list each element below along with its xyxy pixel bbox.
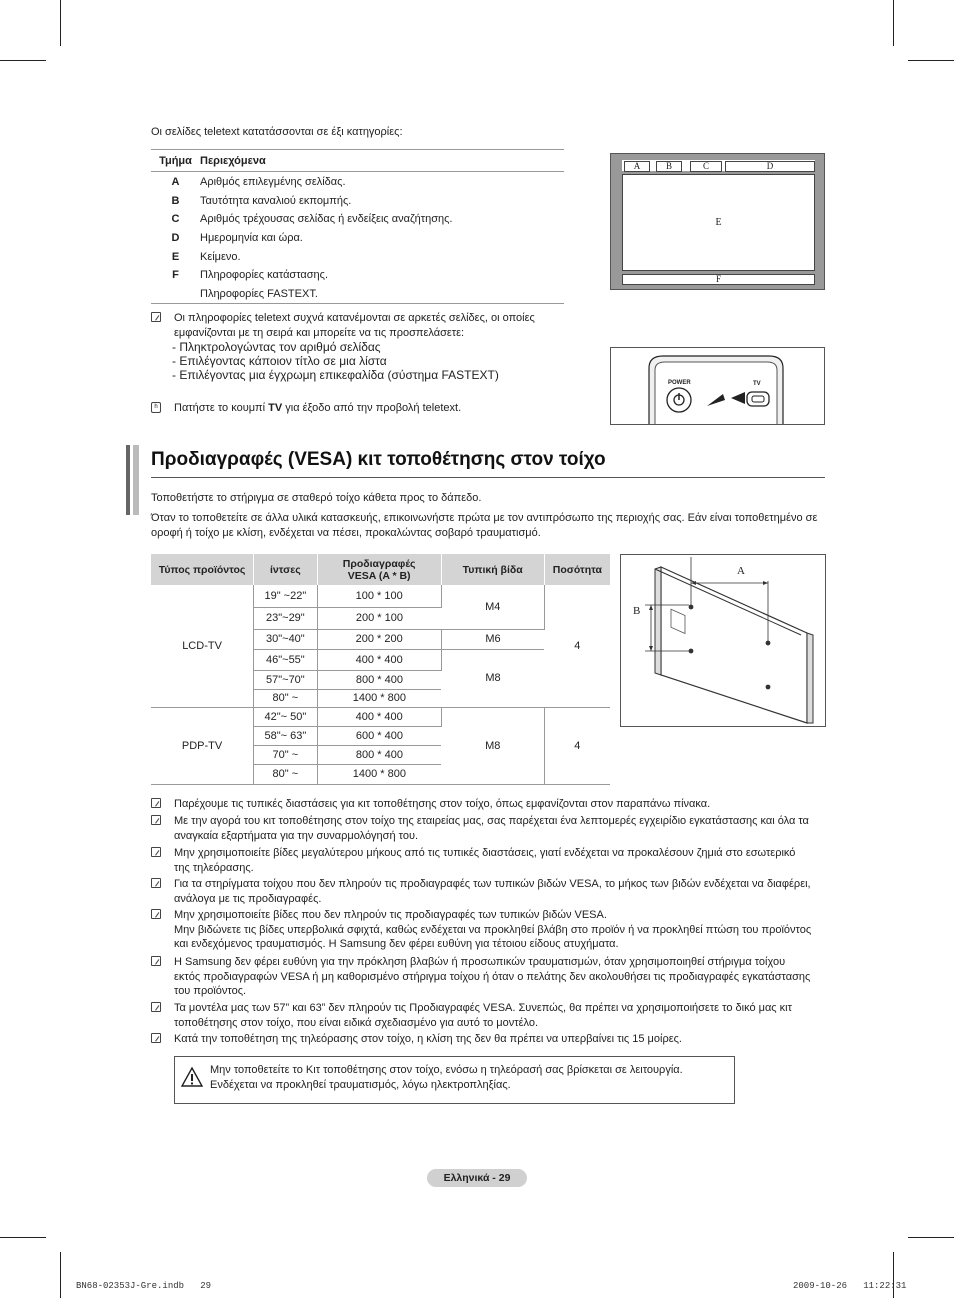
row-part: A <box>171 176 180 189</box>
vesa-spec-table <box>151 554 610 785</box>
list-item: - Επιλέγοντας μια έγχρωμη επικεφαλίδα (σύστημα FASTEXT) <box>172 368 499 382</box>
note-item <box>151 797 813 812</box>
region-c: C <box>690 161 722 172</box>
note-icon <box>151 847 161 857</box>
quantity-cell: 4 <box>544 585 610 707</box>
region-e: E <box>622 174 815 271</box>
vesa-cell: 200 * 200 <box>317 629 441 649</box>
row-content: Πληροφορίες FASTEXT. <box>200 287 318 300</box>
note-text: Πατήστε το κουμπί <box>174 402 269 414</box>
note-text: Οι πληροφορίες teletext συχνά κατανέμονται σε αρκετές σελίδες, οι οποίες εμφανίζονται με τη σειρά και μπορείτε να τις προσπελάσετε: <box>174 312 535 339</box>
note-item <box>151 814 813 843</box>
warning-icon <box>181 1067 203 1087</box>
vesa-table <box>151 554 610 785</box>
inches-cell: 19" ~22" <box>254 585 318 607</box>
note-item <box>151 955 813 999</box>
tv-key: TV <box>268 402 283 414</box>
row-part: D <box>171 232 180 245</box>
table-header <box>151 150 564 172</box>
inches-cell: 80" ~ <box>254 689 318 707</box>
vesa-cell: 400 * 400 <box>317 707 441 726</box>
footer-datetime: 2009-10-26 11:22:31 <box>793 1281 907 1291</box>
note-text: Για τα στηρίγματα τοίχου που δεν πληρούν τις προδιαγραφές των τυπικών βιδών VESA, το μήκος των βιδών ενδέχεται να διαφέρει, ανάλογα με τις προδιαγραφές. <box>174 878 811 905</box>
table-row <box>151 585 610 607</box>
vesa-cell: 1400 * 800 <box>317 689 441 707</box>
table-row <box>151 229 564 248</box>
inches-cell: 80" ~ <box>254 764 318 784</box>
row-content: Αριθμός επιλεγμένης σελίδας. <box>200 176 346 189</box>
note-teletext-pages <box>151 311 571 382</box>
intro-text: Οι σελίδες teletext κατατάσσονται σε έξι κατηγορίες: <box>151 126 403 138</box>
region-f: F <box>622 274 815 285</box>
note-text: Μην χρησιμοποιείτε βίδες μεγαλύτερου μήκους από τις τυπικές διαστάσεις, γιατί ενδέχεται να προκαλέσουν ζημιά στο εσωτερικό της τηλεόρασης. <box>174 847 796 874</box>
screw-cell: M8 <box>441 707 544 784</box>
title-underline <box>151 477 825 478</box>
note-item <box>151 877 813 906</box>
row-part: C <box>171 213 180 226</box>
inches-cell: 57"~70" <box>254 670 318 689</box>
dimension-a-label: A <box>737 565 745 577</box>
screw-cell: M4 <box>441 585 544 629</box>
footer-file: BN68-02353J-Gre.indb 29 <box>76 1281 212 1291</box>
note-text: Παρέχουμε τις τυπικές διαστάσεις για κιτ τοποθέτησης στον τοίχο, όπως εμφανίζονται στον παραπάνω πίνακα. <box>174 798 711 810</box>
warning-text: Μην τοποθετείτε το Κιτ τοποθέτησης στον τοίχο, ενόσω η τηλεόρασή σας βρίσκεται σε λειτουργία. Ενδέχεται να προκληθεί τραυματισμός, λόγω ηλεκτροπληξίας. <box>210 1064 683 1091</box>
header-type: Τύπος προϊόντος <box>151 554 254 585</box>
table-row <box>151 285 564 304</box>
table-row <box>151 707 610 726</box>
table-row <box>151 192 564 211</box>
row-content: Πληροφορίες κατάστασης. <box>200 269 329 282</box>
note-icon <box>151 798 161 808</box>
product-type: LCD-TV <box>151 585 254 707</box>
row-content: Αριθμός τρέχουσας σελίδας ή ενδείξεις αναζήτησης. <box>200 213 453 226</box>
page-number-badge <box>427 1169 527 1187</box>
row-content: Κείμενο. <box>200 250 241 263</box>
note-text: Τα μοντέλα μας των 57” και 63” δεν πληρούν τις Προδιαγραφές VESA. Συνεπώς, θα πρέπει να χρησιμοποιήσετε το δικό μας κιτ τοποθέτησης στον τοίχο, που είναι ειδικά σχεδιασμένο για αυτό το μοντέλο. <box>174 1002 792 1029</box>
note-icon <box>151 312 161 322</box>
screw-cell: M8 <box>441 649 544 707</box>
inches-cell: 30"~40" <box>254 629 318 649</box>
header-vesa: Προδιαγραφές VESA (A * B) <box>317 554 441 585</box>
note-icon <box>151 815 161 825</box>
inches-cell: 42"~ 50" <box>254 707 318 726</box>
note-item <box>151 846 813 875</box>
teletext-screen-diagram <box>610 153 825 290</box>
note-text: Με την αγορά του κιτ τοποθέτησης στον τοίχο της εταιρείας μας, σας παρέχεται ένα λεπτομερές εγχειρίδιο εγκατάστασης και όλα τα αναγκαία εξαρτήματα για την συναρμολόγησή του. <box>174 815 809 842</box>
vesa-cell: 800 * 400 <box>317 670 441 689</box>
region-d: D <box>725 161 815 172</box>
note-item <box>151 1001 813 1030</box>
warning-box <box>174 1056 735 1104</box>
power-label: POWER <box>668 380 691 386</box>
table-row <box>151 173 564 192</box>
vesa-cell: 400 * 400 <box>317 649 441 670</box>
note-text: Μην χρησιμοποιείτε βίδες που δεν πληρούν τις προδιαγραφές των τυπικών βιδών VESA. Μην βιδώνετε τις βίδες υπερβολικά σφιχτά, καθώς ενδέχεται να προκληθεί βλάβη στο προϊόν ή να προκληθεί πτώση του προϊόντος και ενδεχόμενος τραυματισμός. Η Samsung δεν φέρει ευθύνη για τέτοιου είδους ατυχήματα. <box>174 909 812 950</box>
row-content: Ταυτότητα καναλιού εκπομπής. <box>200 194 352 207</box>
note-icon <box>151 1033 161 1043</box>
page-number: Ελληνικά - 29 <box>443 1172 511 1184</box>
header-content: Περιεχόμενα <box>200 154 266 167</box>
note-exit-teletext <box>151 401 571 416</box>
list-item: - Πληκτρολογώντας τον αριθμό σελίδας <box>172 340 381 354</box>
dimension-b-label: B <box>633 605 641 617</box>
row-part: E <box>171 250 180 263</box>
header-inches: ίντσες <box>254 554 318 585</box>
note-icon <box>151 878 161 888</box>
note-text: για έξοδο από την προβολή teletext. <box>282 402 462 414</box>
table-header <box>151 554 610 585</box>
vesa-cell: 600 * 400 <box>317 726 441 745</box>
inches-cell: 46"~55" <box>254 649 318 670</box>
header-quantity: Ποσότητα <box>544 554 610 585</box>
remote-drawing <box>611 348 824 424</box>
inches-cell: 58"~ 63" <box>254 726 318 745</box>
vesa-cell: 200 * 100 <box>317 607 441 629</box>
remote-control-image <box>610 347 825 425</box>
header-screw: Τυπική βίδα <box>441 554 544 585</box>
table-row <box>151 266 564 285</box>
screw-cell: M6 <box>441 629 544 649</box>
note-text: Η Samsung δεν φέρει ευθύνη για την πρόκληση βλαβών ή προσωπικών τραυματισμών, όταν χρησιμοποιηθεί στήριγμα τοίχου εκτός προδιαγραφών VESA ή μη καθορισμένο στήριγμα τοίχου ή όταν ο πελάτης δεν ακολουθήσει τις προδιαγραφές εγκατάστασης του προϊόντος. <box>174 956 811 997</box>
note-icon <box>151 909 161 919</box>
inches-cell: 23"~29" <box>254 607 318 629</box>
section-title: Προδιαγραφές (VESA) κιτ τοποθέτησης στον τοίχο <box>151 449 606 470</box>
note-icon <box>151 1002 161 1012</box>
row-part: B <box>171 194 180 207</box>
row-content: Ημερομηνία και ώρα. <box>200 232 303 245</box>
product-type: PDP-TV <box>151 707 254 784</box>
section-bar-shade <box>133 445 139 515</box>
note-icon <box>151 956 161 966</box>
inches-cell: 70" ~ <box>254 745 318 764</box>
wall-mount-diagram <box>620 554 826 727</box>
vesa-cell: 100 * 100 <box>317 585 441 607</box>
paragraph-2: Όταν το τοποθετείτε σε άλλα υλικά κατασκευής, επικοινωνήστε πρώτα με τον αντιπρόσωπο της περιοχής σας. Εάν είναι τοποθετημένο σε οροφή ή τοίχο με κλίση, ενδέχεται να πέσει, προκαλώντας σοβαρό τραυματισμό. <box>151 512 818 539</box>
tv-label: TV <box>753 381 761 387</box>
table-row <box>151 210 564 229</box>
tv-back-drawing <box>621 555 825 726</box>
row-part: F <box>172 269 179 282</box>
header-part: Τμήμα <box>159 154 192 167</box>
remote-button-icon: h <box>151 402 161 413</box>
region-a: A <box>624 161 650 172</box>
note-item <box>151 1032 813 1047</box>
note-item <box>151 908 813 952</box>
quantity-cell: 4 <box>544 707 610 784</box>
vesa-cell: 800 * 400 <box>317 745 441 764</box>
region-b: B <box>656 161 682 172</box>
bullet-list <box>172 340 571 382</box>
vesa-cell: 1400 * 800 <box>317 764 441 784</box>
teletext-table <box>151 149 564 304</box>
list-item: - Επιλέγοντας κάποιον τίτλο σε μια λίστα <box>172 354 387 368</box>
note-text: Κατά την τοποθέτηση της τηλεόρασης στον τοίχο, η κλίση της δεν θα πρέπει να υπερβαίνει τις 15 μοίρες. <box>174 1033 682 1045</box>
paragraph-1: Τοποθετήστε το στήριγμα σε σταθερό τοίχο κάθετα προς το δάπεδο. <box>151 492 482 504</box>
section-bar <box>126 445 130 515</box>
table-row <box>151 247 564 266</box>
